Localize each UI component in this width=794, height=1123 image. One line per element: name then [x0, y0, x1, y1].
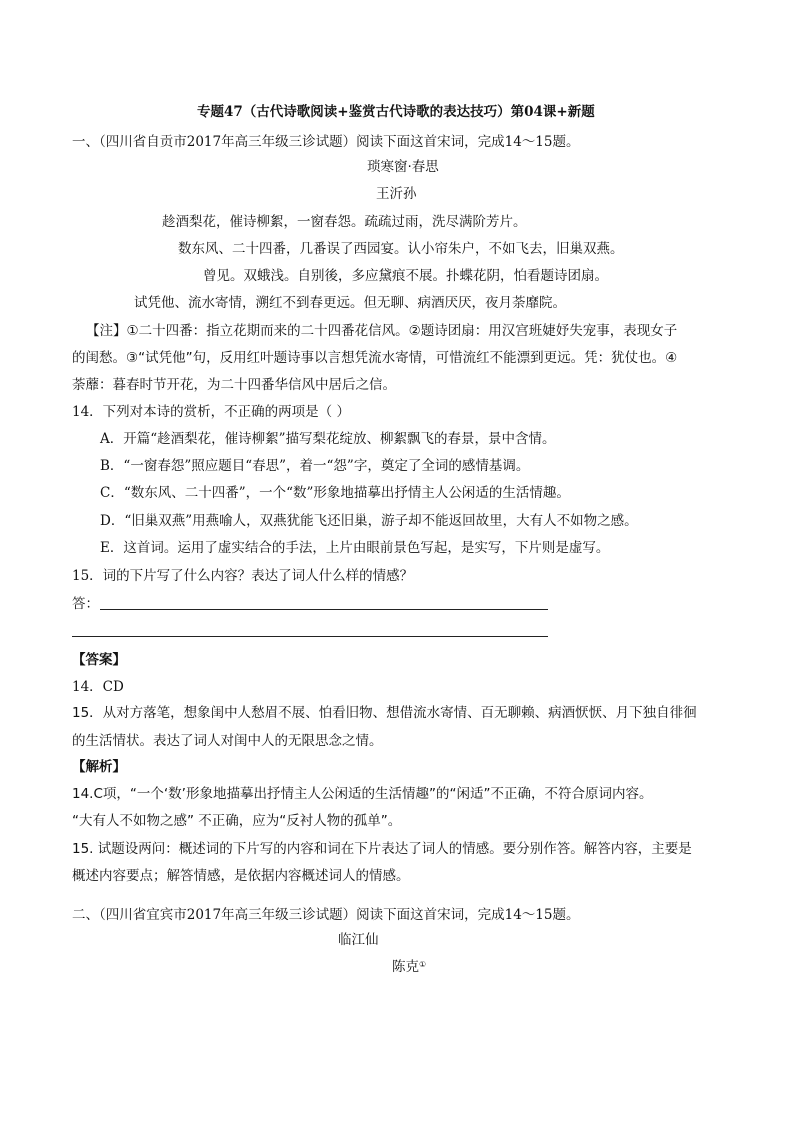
poem2-author: 陈克①: [392, 959, 427, 975]
answer-label: 答：: [72, 596, 99, 612]
option-b: B．“一窗春怨”照应题目“春思”，着一“怨”字，奠定了全词的感情基调。: [100, 458, 530, 474]
note-line: 的闺愁。③“试凭他”句，反用红叶题诗事以言想凭流水寄情，可惜流红不能漂到更远。凭：犹仗也。④: [72, 350, 678, 366]
page-title: 专题47（古代诗歌阅读+鉴赏古代诗歌的表达技巧）第04课+新题: [197, 104, 595, 120]
option-d: D．“旧巢双燕”用燕喻人，双燕犹能飞还旧巢，游子却不能返回故里，大有人不如物之感。: [100, 513, 638, 529]
footnote-marker: ①: [419, 960, 427, 969]
analysis-line: 概述内容要点；解答情感，是依据内容概述词人的情感。: [72, 868, 410, 884]
option-c: C．“数东风、二十四番”，一个“数”形象地描摹出抒情主人公闲适的生活情趣。: [100, 485, 570, 501]
answer-14: 14．CD: [72, 679, 124, 695]
option-a: A．开篇“趁酒梨花，催诗柳絮”描写梨花绽放、柳絮飘飞的春景，景中含情。: [100, 431, 556, 447]
analysis-heading: 【解析】: [72, 759, 126, 775]
answer-line: [100, 609, 548, 610]
poem-line: 数东风、二十四番，几番误了西园宴。认小帘朱户，不如飞去，旧巢双燕。: [178, 241, 624, 257]
answer-heading: 【答案】: [72, 652, 126, 668]
poem-line: 试凭他、流水寄情，溯红不到春更远。但无聊、病酒厌厌，夜月荼靡院。: [134, 295, 566, 311]
answer-15-line: 15．从对方落笔，想象闺中人愁眉不展、怕看旧物、想借流水寄情、百无聊赖、病酒恹恹、月下独自徘徊: [72, 705, 697, 721]
note-line: 【注】①二十四番：指立花期而来的二十四番花信风。②题诗团扇：用汉宫班婕妤失宠事，表现女子: [86, 323, 678, 339]
poem-line: 趁酒梨花，催诗柳絮，一窗春怨。疏疏过雨，洗尽满阶芳片。: [162, 214, 527, 230]
poem2-title: 临江仙: [338, 932, 379, 948]
poem-title: 琐寒窗·春思: [367, 159, 439, 175]
answer-15-line: 的生活情状。表达了词人对闺中人的无限思念之情。: [72, 733, 383, 749]
analysis-line: “大有人不如物之感” 不正确，应为“反衬人物的孤单”。: [72, 813, 402, 829]
analysis-line: 14.C项，“一个‘数’形象地描摹出抒情主人公闲适的生活情趣”的“闲适”不正确，不符合原词内容。: [72, 786, 653, 802]
section2-intro: 二、（四川省宜宾市2017年高三年级三诊试题）阅读下面这首宋词，完成14～15题。: [72, 907, 580, 923]
question-14: 14．下列对本诗的赏析，不正确的两项是（ ）: [72, 404, 350, 420]
answer-line: [72, 636, 548, 637]
poem-line: 曾见。双蛾浅。自别後，多应黛痕不展。扑蝶花阴，怕看题诗团扇。: [203, 268, 608, 284]
question-15: 15．词的下片写了什么内容？表达了词人什么样的情感？: [72, 568, 414, 584]
poem-author: 王沂孙: [376, 186, 417, 202]
section1-intro: 一、（四川省自贡市2017年高三年级三诊试题）阅读下面这首宋词，完成14～15题。: [72, 134, 580, 150]
note-line: 荼蘼：暮春时节开花，为二十四番华信风中居后之信。: [72, 377, 396, 393]
option-e: E．这首词。运用了虚实结合的手法，上片由眼前景色写起，是实写，下片则是虚写。: [100, 540, 610, 556]
analysis-line: 15. 试题设两问：概述词的下片写的内容和词在下片表达了词人的情感。要分别作答。解答内容，主要是: [72, 841, 692, 857]
